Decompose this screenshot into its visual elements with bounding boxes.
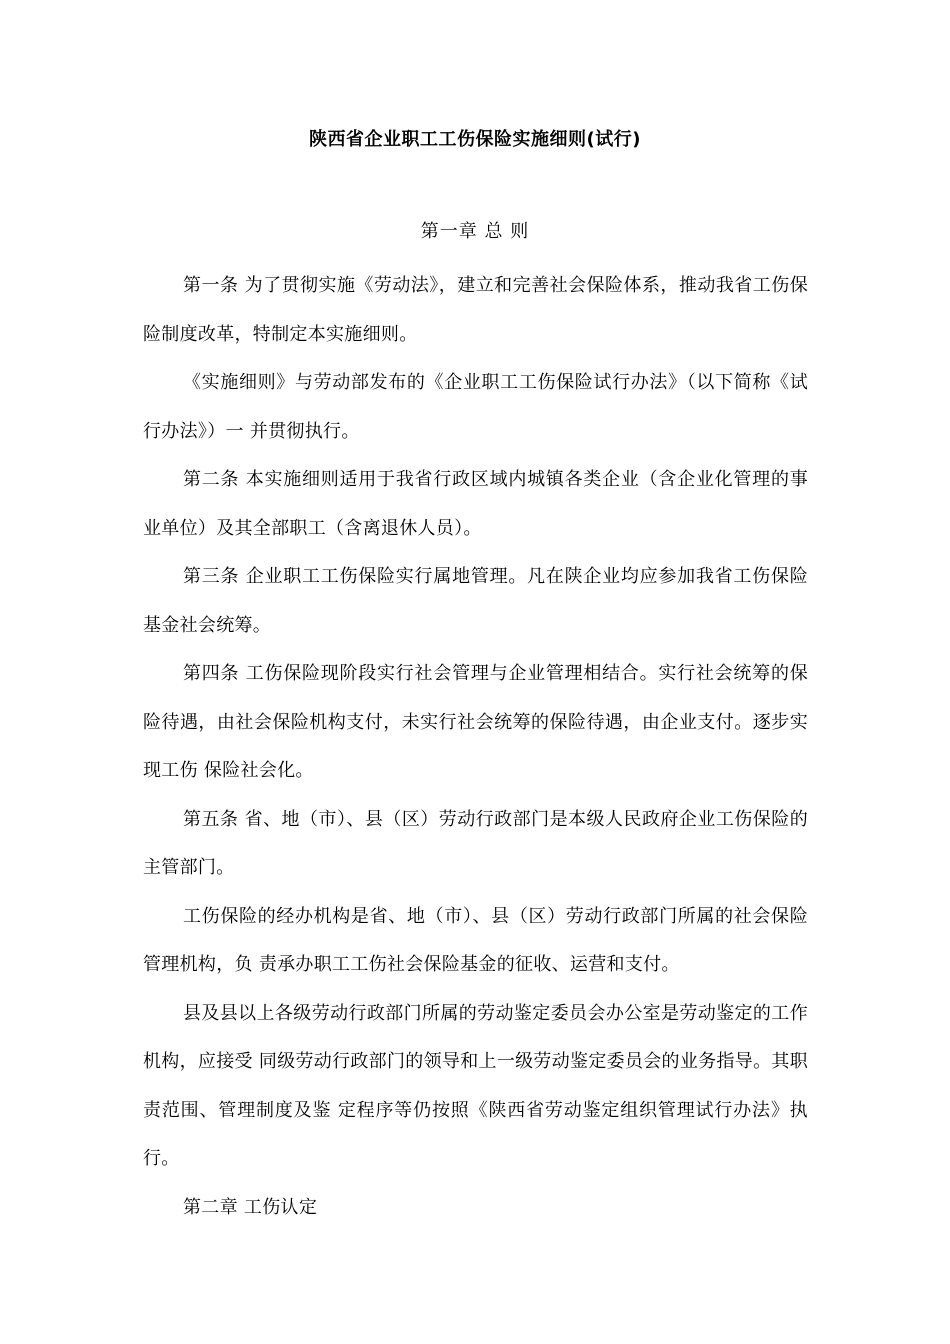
article-3-paragraph: 第三条 企业职工工伤保险实行属地管理。凡在陕企业均应参加我省工伤保险基金社会统筹。 bbox=[143, 566, 808, 636]
implementation-note-paragraph: 《实施细则》与劳动部发布的《企业职工工伤保险试行办法》（以下简称《试行办法》）一 并贯彻执行。 bbox=[143, 372, 808, 442]
document-body bbox=[143, 262, 808, 1232]
article-1-paragraph: 第一条 为了贯彻实施《劳动法》，建立和完善社会保险体系，推动我省工伤保险制度改革，特制定本实施细则。 bbox=[143, 275, 808, 345]
article-5-paragraph: 第五条 省、地（市）、县（区）劳动行政部门是本级人民政府企业工伤保险的主管部门。 bbox=[143, 808, 808, 878]
agency-paragraph: 工伤保险的经办机构是省、地（市）、县（区）劳动行政部门所属的社会保险管理机构，负 责承办职工工伤社会保险基金的征收、运营和支付。 bbox=[143, 905, 808, 975]
document-title: 陕西省企业职工工伤保险实施细则(试行) bbox=[309, 129, 641, 150]
chapter-heading-2: 第二章 工伤认定 bbox=[183, 1196, 318, 1218]
article-4-paragraph: 第四条 工伤保险现阶段实行社会管理与企业管理相结合。实行社会统筹的保险待遇，由社会保险机构支付，未实行社会统筹的保险待遇，由企业支付。逐步实现工伤 保险社会化。 bbox=[143, 663, 808, 781]
chapter-heading-1: 第一章 总 则 bbox=[420, 221, 530, 242]
appraisal-office-paragraph: 县及县以上各级劳动行政部门所属的劳动鉴定委员会办公室是劳动鉴定的工作机构，应接受 同级劳动行政部门的领导和上一级劳动鉴定委员会的业务指导。其职责范围、管理制度及鉴 定程序等仍按照《陕西省劳动鉴定组织管理试行办法》执行。 bbox=[143, 1002, 808, 1169]
article-2-paragraph: 第二条 本实施细则适用于我省行政区域内城镇各类企业（含企业化管理的事业单位）及其全部职工（含离退休人员）。 bbox=[143, 469, 808, 539]
